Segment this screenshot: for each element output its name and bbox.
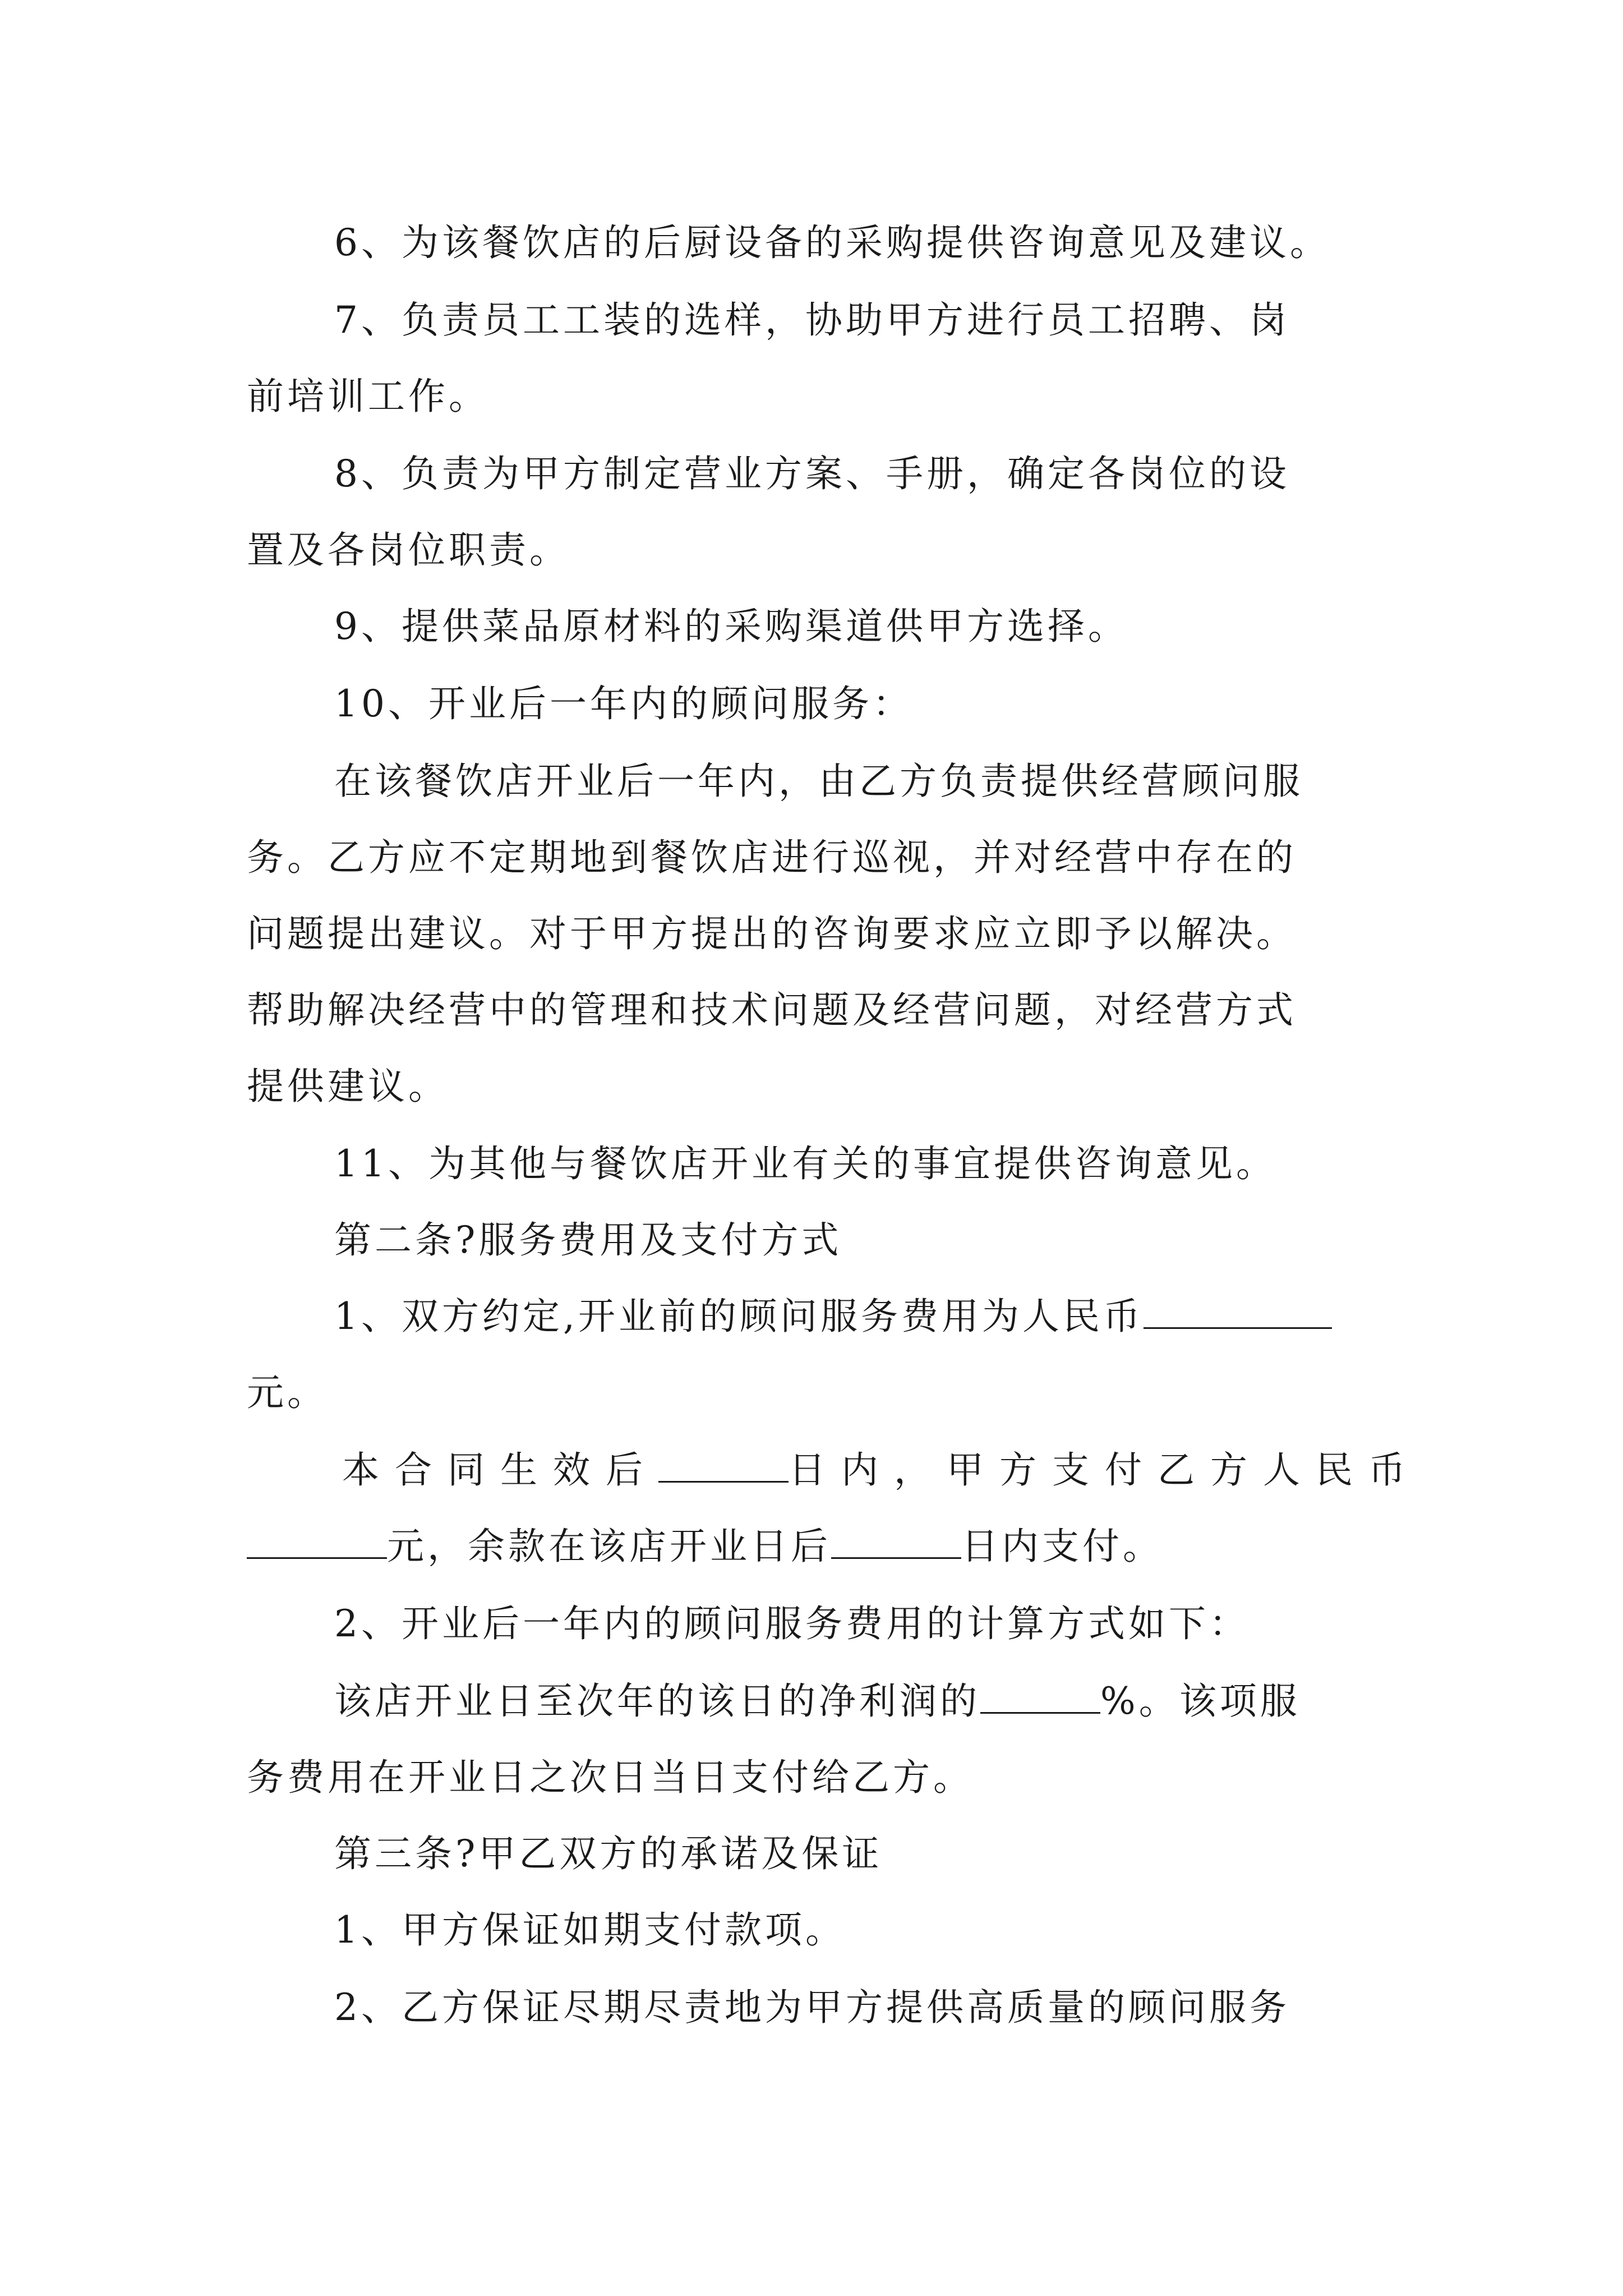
clause-10-body-line-2: 务。乙方应不定期地到餐饮店进行巡视，并对经营中存在的	[247, 836, 1297, 879]
payment-terms-text-b: 日内，甲方支付乙方人民币	[789, 1448, 1421, 1492]
article-2-item-1-text: 1、双方约定,开业前的顾问服务费用为人民币	[334, 1295, 1144, 1338]
payment-terms-line-1	[342, 1445, 1421, 1496]
amount-blank	[247, 1522, 387, 1559]
days-blank-1	[658, 1446, 789, 1483]
article-3-item-1: 1、甲方保证如期支付款项。	[334, 1908, 846, 1952]
clause-11: 11、为其他与餐饮店开业有关的事宜提供咨询意见。	[334, 1142, 1276, 1185]
payment-terms-text-a: 本合同生效后	[342, 1448, 658, 1492]
article-2-item-2: 2、开业后一年内的顾问服务费用的计算方式如下：	[334, 1602, 1249, 1645]
clause-10-body-line-5: 提供建议。	[247, 1065, 449, 1108]
clause-7-line-1: 7、负责员工工装的选样，协助甲方进行员工招聘、岗	[334, 298, 1290, 342]
payment-terms-line-2	[247, 1521, 1163, 1572]
profit-share-line-1	[334, 1676, 1301, 1727]
clause-10-body-line-1: 在该餐饮店开业后一年内，由乙方负责提供经营顾问服	[334, 760, 1303, 803]
days-blank-2	[831, 1522, 961, 1559]
clause-7-line-2: 前培训工作。	[247, 375, 489, 418]
article-3-heading: 第三条?甲乙双方的承诺及保证	[334, 1832, 883, 1875]
percent-blank	[980, 1677, 1100, 1714]
article-2-item-1-line-2: 元。	[247, 1371, 328, 1414]
clause-10-body-line-4: 帮助解决经营中的管理和技术问题及经营问题，对经营方式	[247, 988, 1297, 1032]
payment-terms-text-c: 元，余款在该店开业日后	[387, 1525, 831, 1568]
profit-share-line-2: 务费用在开业日之次日当日支付给乙方。	[247, 1756, 974, 1799]
clause-8-line-1: 8、负责为甲方制定营业方案、手册，确定各岗位的设	[334, 452, 1290, 495]
fee-amount-blank	[1144, 1292, 1332, 1329]
article-2-item-1-line-1	[334, 1291, 1332, 1342]
clause-10-heading: 10、开业后一年内的顾问服务：	[334, 682, 913, 725]
profit-share-text-b: %。该项服	[1100, 1680, 1301, 1723]
clause-9: 9、提供菜品原材料的采购渠道供甲方选择。	[334, 605, 1128, 648]
clause-6: 6、为该餐饮店的后厨设备的采购提供咨询意见及建议。	[334, 221, 1330, 264]
payment-terms-text-d: 日内支付。	[961, 1525, 1163, 1568]
profit-share-text-a: 该店开业日至次年的该日的净利润的	[334, 1680, 980, 1723]
clause-10-body-line-3: 问题提出建议。对于甲方提出的咨询要求应立即予以解决。	[247, 912, 1297, 955]
article-2-heading: 第二条?服务费用及支付方式	[334, 1218, 842, 1262]
clause-8-line-2: 置及各岗位职责。	[247, 528, 570, 572]
article-3-item-2: 2、乙方保证尽期尽责地为甲方提供高质量的顾问服务	[334, 1986, 1290, 2029]
